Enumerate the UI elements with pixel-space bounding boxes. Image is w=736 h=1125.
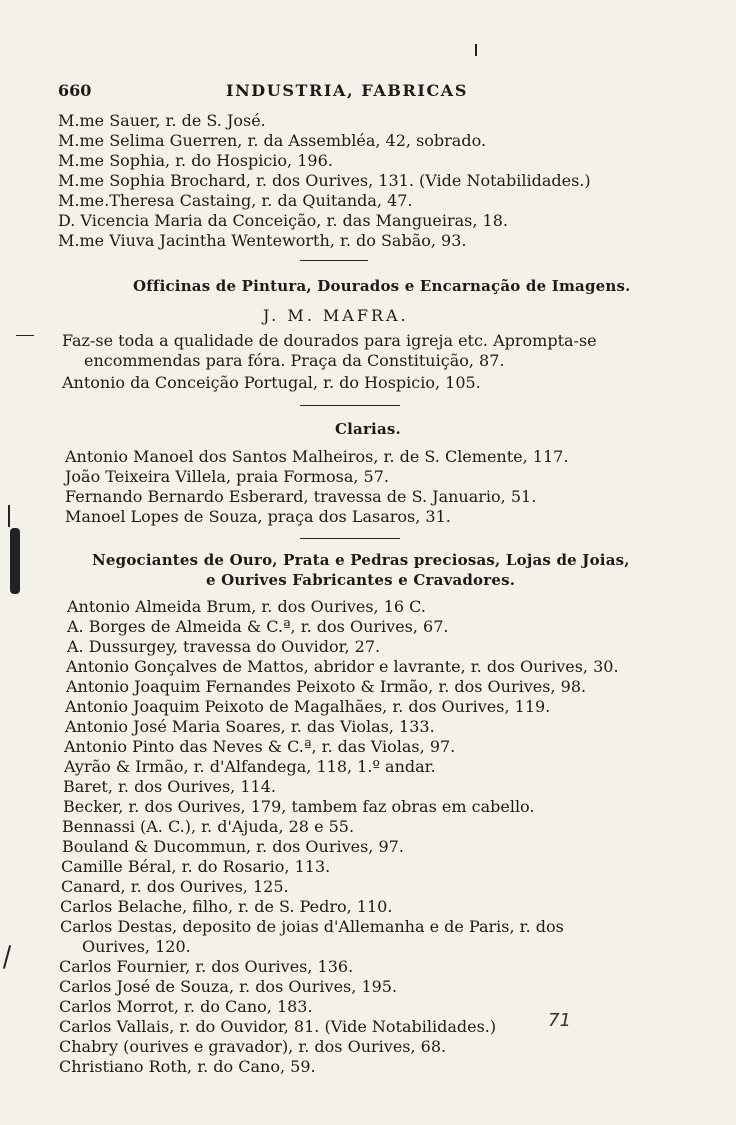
list-item-cont: Ourives, 120. <box>82 937 191 956</box>
list-item: Antonio Almeida Brum, r. dos Ourives, 16 C. <box>67 597 426 616</box>
section-divider <box>300 260 368 261</box>
list-item: Antonio Manoel dos Santos Malheiros, r. de S. Clemente, 117. <box>65 447 569 466</box>
list-item: Antonio José Maria Soares, r. das Violas, 133. <box>65 717 435 736</box>
margin-dash <box>16 335 34 336</box>
list-item: Fernando Bernardo Esberard, travessa de S. Januario, 51. <box>65 487 537 506</box>
page-number: 660 <box>58 81 92 100</box>
section-divider <box>300 405 400 406</box>
list-item: Antonio Pinto das Neves & C.ª, r. das Violas, 97. <box>64 737 456 756</box>
list-item: A. Dussurgey, travessa do Ouvidor, 27. <box>67 637 381 656</box>
handwritten-note: 71 <box>548 1010 571 1031</box>
list-item: Carlos Fournier, r. dos Ourives, 136. <box>59 957 354 976</box>
list-item: A. Borges de Almeida & C.ª, r. dos Ourives, 67. <box>67 617 449 636</box>
margin-ink-mark <box>10 528 20 594</box>
list-item: D. Vicencia Maria da Conceição, r. das Mangueiras, 18. <box>58 211 508 230</box>
list-item: M.me Viuva Jacintha Wenteworth, r. do Sabão, 93. <box>58 231 467 250</box>
section-title-clarias: Clarias. <box>335 420 401 438</box>
page-header <box>58 81 668 105</box>
list-item: M.me Selima Guerren, r. da Assembléa, 42, sobrado. <box>58 131 487 150</box>
list-item: M.me Sauer, r. de S. José. <box>58 111 266 130</box>
list-item: Canard, r. dos Ourives, 125. <box>61 877 289 896</box>
section-title-ouro-cont: e Ourives Fabricantes e Cravadores. <box>206 571 516 589</box>
list-item: Christiano Roth, r. do Cano, 59. <box>59 1057 316 1076</box>
list-item: Antonio Joaquim Peixoto de Magalhães, r. dos Ourives, 119. <box>65 697 551 716</box>
list-item: Carlos Belache, filho, r. de S. Pedro, 110. <box>60 897 393 916</box>
list-item: Baret, r. dos Ourives, 114. <box>63 777 276 796</box>
list-item: Carlos José de Souza, r. dos Ourives, 195. <box>59 977 398 996</box>
list-item: Carlos Destas, deposito de joias d'Allemanha e de Paris, r. dos <box>60 917 564 936</box>
margin-dash <box>3 945 11 969</box>
list-item: Antonio da Conceição Portugal, r. do Hospicio, 105. <box>62 373 481 392</box>
list-item: Chabry (ourives e gravador), r. dos Ourives, 68. <box>59 1037 447 1056</box>
list-item: Bouland & Ducommun, r. dos Ourives, 97. <box>62 837 404 856</box>
section-title-pintura: Officinas de Pintura, Dourados e Encarnação de Imagens. <box>133 277 631 295</box>
list-item: M.me.Theresa Castaing, r. da Quitanda, 47. <box>58 191 413 210</box>
list-item: Antonio Joaquim Fernandes Peixoto & Irmão, r. dos Ourives, 98. <box>66 677 587 696</box>
list-item: Ayrão & Irmão, r. d'Alfandega, 118, 1.º andar. <box>64 757 436 776</box>
section-title-ouro: Negociantes de Ouro, Prata e Pedras preciosas, Lojas de Joias, <box>92 551 630 569</box>
description-line: encommendas para fóra. Praça da Constituição, 87. <box>84 351 505 370</box>
list-item: Becker, r. dos Ourives, 179, tambem faz obras em cabello. <box>63 797 535 816</box>
list-item: Antonio Gonçalves de Mattos, abridor e lavrante, r. dos Ourives, 30. <box>66 657 619 676</box>
firm-name: J. M. MAFRA. <box>263 306 409 325</box>
list-item: Manoel Lopes de Souza, praça dos Lasaros, 31. <box>65 507 451 526</box>
list-item: Camille Béral, r. do Rosario, 113. <box>61 857 331 876</box>
list-item: M.me Sophia Brochard, r. dos Ourives, 131. (Vide Notabilidades.) <box>58 171 591 190</box>
section-divider <box>300 538 400 539</box>
list-item: João Teixeira Villela, praia Formosa, 57. <box>65 467 389 486</box>
list-item: M.me Sophia, r. do Hospicio, 196. <box>58 151 333 170</box>
list-item: Carlos Morrot, r. do Cano, 183. <box>59 997 313 1016</box>
description-line: Faz-se toda a qualidade de dourados para igreja etc. Aprompta-se <box>62 331 597 350</box>
running-title: INDUSTRIA, FABRICAS <box>226 81 468 100</box>
margin-dash <box>8 505 10 527</box>
margin-dash <box>475 44 477 56</box>
list-item: Bennassi (A. C.), r. d'Ajuda, 28 e 55. <box>62 817 355 836</box>
list-item: Carlos Vallais, r. do Ouvidor, 81. (Vide Notabilidades.) <box>59 1017 497 1036</box>
